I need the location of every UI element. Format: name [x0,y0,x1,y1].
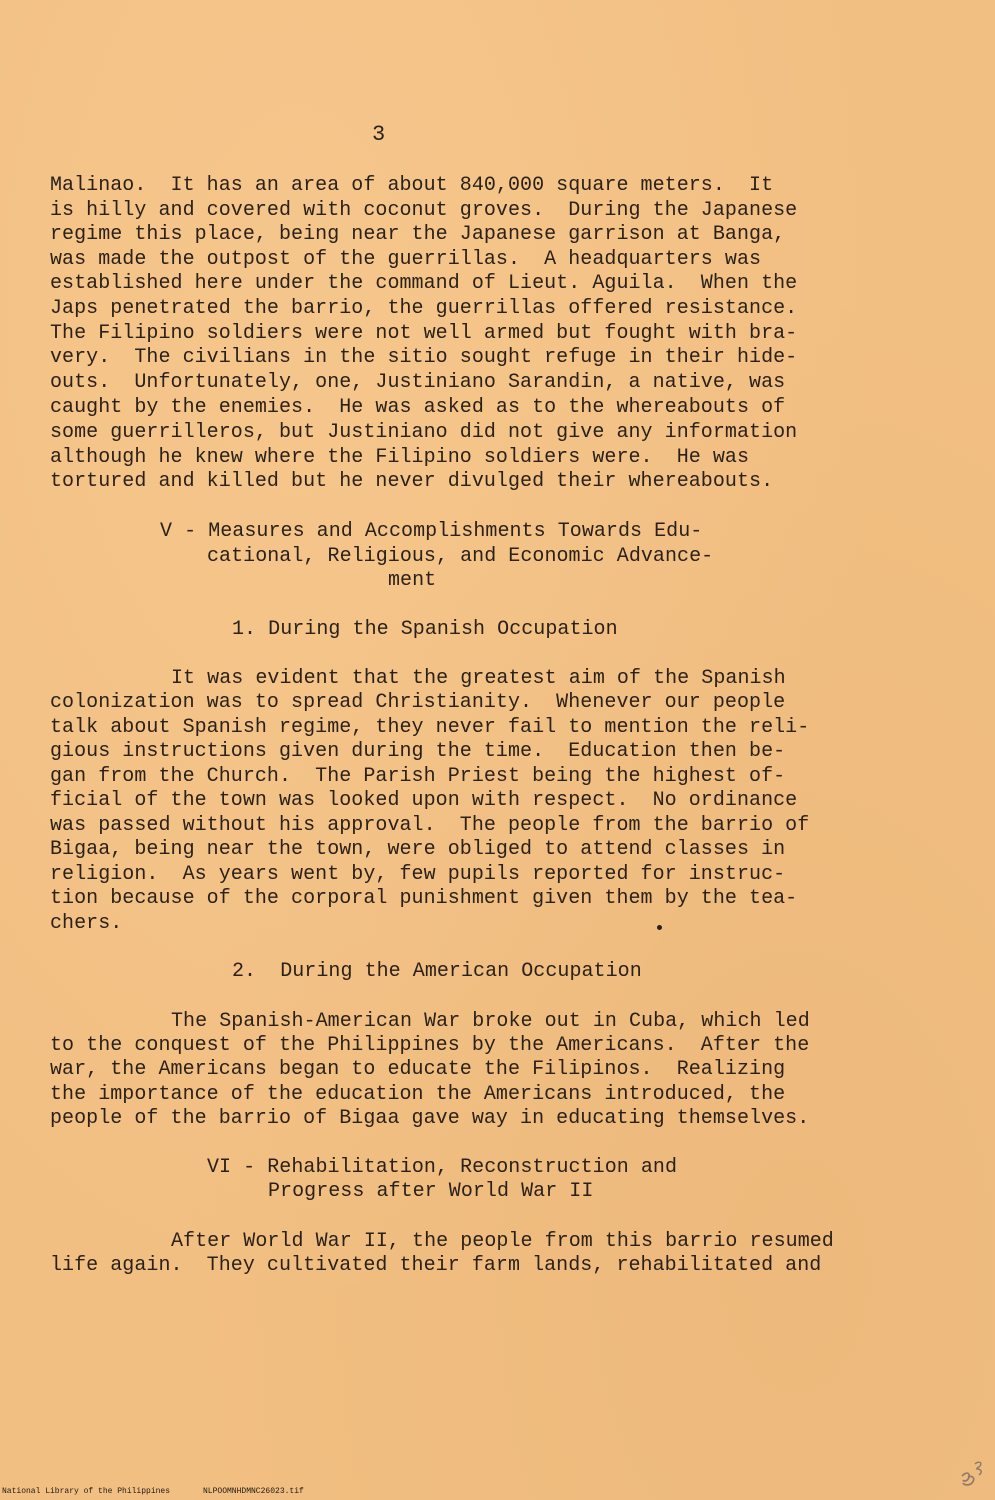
text-line: established here under the command of Lieut. Aguila. When the [50,272,798,295]
text-line: gan from the Church. The Parish Priest being the highest of- [50,765,786,788]
footer-file-id: NLPOOMNHDMNC26023.tif [203,1487,304,1496]
text-line: some guerrilleros, but Justiniano did not give any information [50,421,798,444]
text-line: caught by the enemies. He was asked as to the whereabouts of [50,396,786,419]
heading-line: ment [388,569,437,592]
text-line: Japs penetrated the barrio, the guerrillas offered resistance. [50,297,798,320]
text-line: regime this place, being near the Japanese garrison at Banga, [50,223,786,246]
text-line: The Filipino soldiers were not well armed but fought with bra- [50,322,798,345]
heading-line: V - Measures and Accomplishments Towards Edu- [160,520,703,543]
text-line: war, the Americans began to educate the Filipinos. Realizing [50,1058,786,1081]
text-line: ficial of the town was looked upon with respect. No ordinance [50,789,798,812]
text-line: Bigaa, being near the town, were obliged to attend classes in [50,838,786,861]
text-line: Malinao. It has an area of about 840,000 square meters. It [50,174,774,197]
subheading-spanish-occupation: 1. During the Spanish Occupation [232,618,618,641]
text-line: talk about Spanish regime, they never fail to mention the reli- [50,716,810,739]
text-line: tortured and killed but he never divulged their whereabouts. [50,470,774,493]
text-line: chers. [50,912,123,935]
text-line: life again. They cultivated their farm lands, rehabilitated and [50,1254,822,1277]
text-line: is hilly and covered with coconut groves. During the Japanese [50,199,798,222]
ink-speck [657,925,662,930]
text-line: After World War II, the people from this barrio resumed [171,1230,834,1253]
heading-line: cational, Religious, and Economic Advance- [207,545,714,568]
text-line: the importance of the education the Americans introduced, the [50,1083,786,1106]
text-line: tion because of the corporal punishment given them by the tea- [50,887,798,910]
heading-line: VI - Rehabilitation, Reconstruction and [207,1156,678,1179]
text-line: was passed without his approval. The people from the barrio of [50,814,810,837]
text-line: It was evident that the greatest aim of the Spanish [171,667,786,690]
text-line: people of the barrio of Bigaa gave way in educating themselves. [50,1107,810,1130]
handwritten-page-mark-icon [958,1458,988,1488]
page-number: 3 [372,122,386,147]
text-line: was made the outpost of the guerrillas. A headquarters was [50,248,762,271]
text-line: The Spanish-American War broke out in Cuba, which led [171,1010,810,1033]
text-line: very. The civilians in the sitio sought refuge in their hide- [50,346,798,369]
text-line: colonization was to spread Christianity. Whenever our people [50,691,786,714]
heading-line: Progress after World War II [268,1180,594,1203]
text-line: although he knew where the Filipino soldiers were. He was [50,446,750,469]
text-line: to the conquest of the Philippines by the Americans. After the [50,1034,810,1057]
text-line: religion. As years went by, few pupils reported for instruc- [50,863,786,886]
subheading-american-occupation: 2. During the American Occupation [232,960,642,983]
text-line: gious instructions given during the time. Education then be- [50,740,786,763]
text-line: outs. Unfortunately, one, Justiniano Sarandin, a native, was [50,371,786,394]
footer-library: National Library of the Philippines [2,1487,171,1496]
